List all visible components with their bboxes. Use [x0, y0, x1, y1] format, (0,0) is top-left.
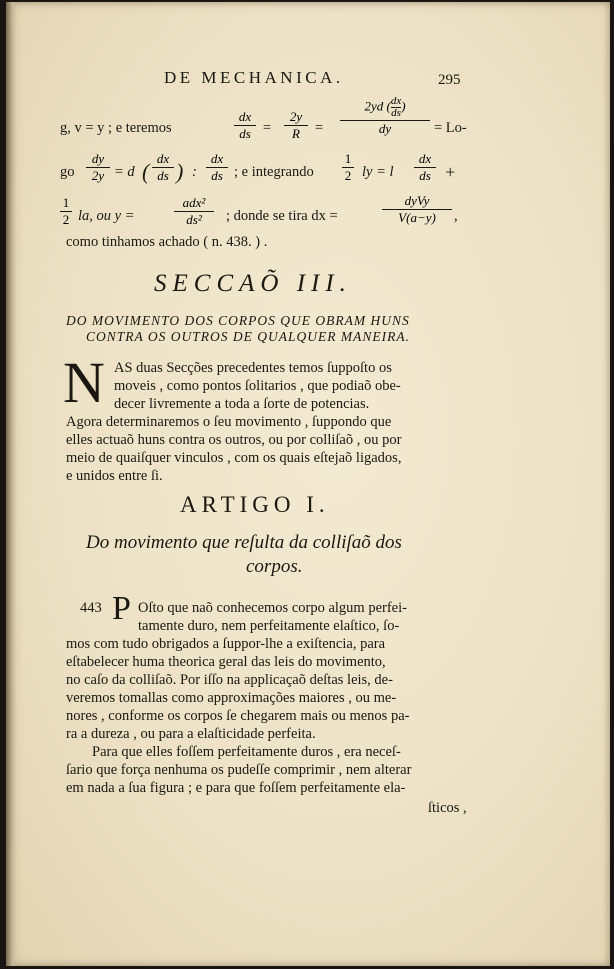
fraction-1-2 [342, 152, 354, 183]
para-443-line-1: Oſto que naõ conhecemos corpo algum perfei- [138, 600, 407, 616]
intro-line-4: Agora determinaremos o ſeu movimento , ſuppondo que [66, 414, 392, 430]
para-443-line-3: mos com tudo obrigados a ſuppor-lhe a exiſtencia, para [66, 636, 386, 652]
math-line-3-start: la, ou y = [78, 208, 135, 224]
para-443-line-2: tamente duro, nem perfeitamente elaſtico, ſo- [138, 618, 400, 634]
math-line-4: como tinhamos achado ( n. 438. ) . [66, 234, 268, 250]
intro-line-2: moveis , como pontos ſolitarios , que podiaõ obe- [114, 378, 401, 394]
intro-line-3: decer livremente a toda a ſorte de potencias. [114, 396, 370, 412]
numerator: 1 [62, 195, 70, 210]
math-line-2-mid: = d [114, 164, 135, 180]
fraction-dy-2y [86, 152, 110, 183]
fraction-2yd-dy [340, 96, 430, 136]
numerator: adx² [182, 195, 206, 210]
denominator: R [292, 126, 300, 141]
equals-sign: = [314, 120, 324, 136]
equals-sign: = [262, 120, 272, 136]
article-subtitle-line-1: Do movimento que reſulta da colliſaõ dos [86, 532, 402, 553]
fraction-dyvy-vay [382, 194, 452, 225]
para-443-line-6: veremos tomallas como approximações maiores , ou me- [66, 690, 397, 706]
fraction-1-2 [60, 196, 72, 227]
plus-sign: + [444, 162, 457, 182]
denominator: 2y [91, 168, 105, 183]
numerator: dx [238, 109, 252, 124]
section-subtitle-line-1: DO MOVIMENTO DOS CORPOS QUE OBRAM HUNS [66, 313, 410, 328]
dropcap-N: N [63, 350, 105, 415]
page-binding-shadow [6, 2, 16, 966]
denominator: 2 [62, 212, 70, 227]
numerator: 2y [289, 109, 303, 124]
numerator: dyVy [404, 193, 430, 208]
paren: ( [142, 159, 150, 184]
colon: : [192, 164, 197, 180]
intro-line-1: AS duas Secções precedentes temos ſuppoſto os [114, 360, 392, 376]
dropcap-P: P [112, 590, 131, 627]
book-page [6, 2, 610, 966]
fraction-2y-R [284, 110, 308, 141]
math-ly: ly = l [362, 164, 394, 180]
denominator: ds [157, 168, 169, 183]
paragraph-number: 443 [80, 600, 102, 616]
math-line-3-mid: ; donde se tira dx = [226, 208, 338, 224]
numerator: dx [156, 151, 170, 166]
math-line-1-start: g, v = y ; e teremos [60, 120, 172, 136]
numerator: 2yd ($\frac{dx}{ds}$ ) [364, 95, 406, 119]
running-head: DE MECHANICA. [164, 68, 344, 87]
article-subtitle-line-2: corpos. [246, 556, 303, 577]
para-443-line-4: eſtabelecer huma theorica geral das leis do movimento, [66, 654, 386, 670]
paren: ) [176, 159, 184, 184]
comma: , [454, 208, 458, 224]
integrando-text: ; e integrando [234, 164, 314, 180]
numerator: dx [418, 151, 432, 166]
para-443-line-10: ſario que força nenhuma os pudeſſe comprimir , nem alterar [66, 762, 412, 778]
numerator: 1 [344, 151, 352, 166]
para-443-line-7: nores , conforme os corpos ſe chegarem mais ou menos pa- [66, 708, 410, 724]
numerator: dx [210, 151, 224, 166]
page-number: 295 [438, 72, 461, 88]
section-title: SECCAÕ III. [154, 270, 352, 297]
math-line-1-end: = Lo- [434, 120, 467, 136]
fraction-adx2-ds2 [174, 196, 214, 227]
denominator: V(a−y) [398, 210, 436, 225]
denominator: ds² [186, 212, 202, 227]
para-443-line-5: no caſo da colliſaõ. Por iſſo na applicaçaõ deſtas leis, de- [66, 672, 393, 688]
para-443-line-11: em nada a ſua figura ; e para que foſſem perfeitamente ela- [66, 780, 406, 796]
para-443-line-8: ra a dureza , ou para a elaſticidade perfeita. [66, 726, 316, 742]
fraction-dx-ds [414, 152, 436, 183]
denominator: ds [239, 126, 251, 141]
fraction-dx-ds [152, 152, 174, 183]
denominator: ds [419, 168, 431, 183]
section-subtitle-line-2: CONTRA OS OUTROS DE QUALQUER MANEIRA. [86, 329, 410, 344]
article-title: ARTIGO I. [180, 492, 330, 517]
intro-line-7: e unidos entre ſi. [66, 468, 163, 484]
math-line-2-go: go [60, 164, 75, 180]
denominator: ds [211, 168, 223, 183]
intro-line-6: meio de quaiſquer vinculos , com os quais eſtejaõ ligados, [66, 450, 402, 466]
fraction-dx-ds [234, 110, 256, 141]
para-443-line-9: Para que elles foſſem perfeitamente duros , era neceſ- [92, 744, 401, 760]
numerator: dy [91, 151, 105, 166]
denominator: dy [378, 121, 392, 136]
denominator: 2 [344, 168, 352, 183]
intro-line-5: elles actuaõ huns contra os outros, ou por colliſaõ , ou por [66, 432, 402, 448]
catchword: ſticos , [428, 800, 467, 816]
fraction-dx-ds [206, 152, 228, 183]
